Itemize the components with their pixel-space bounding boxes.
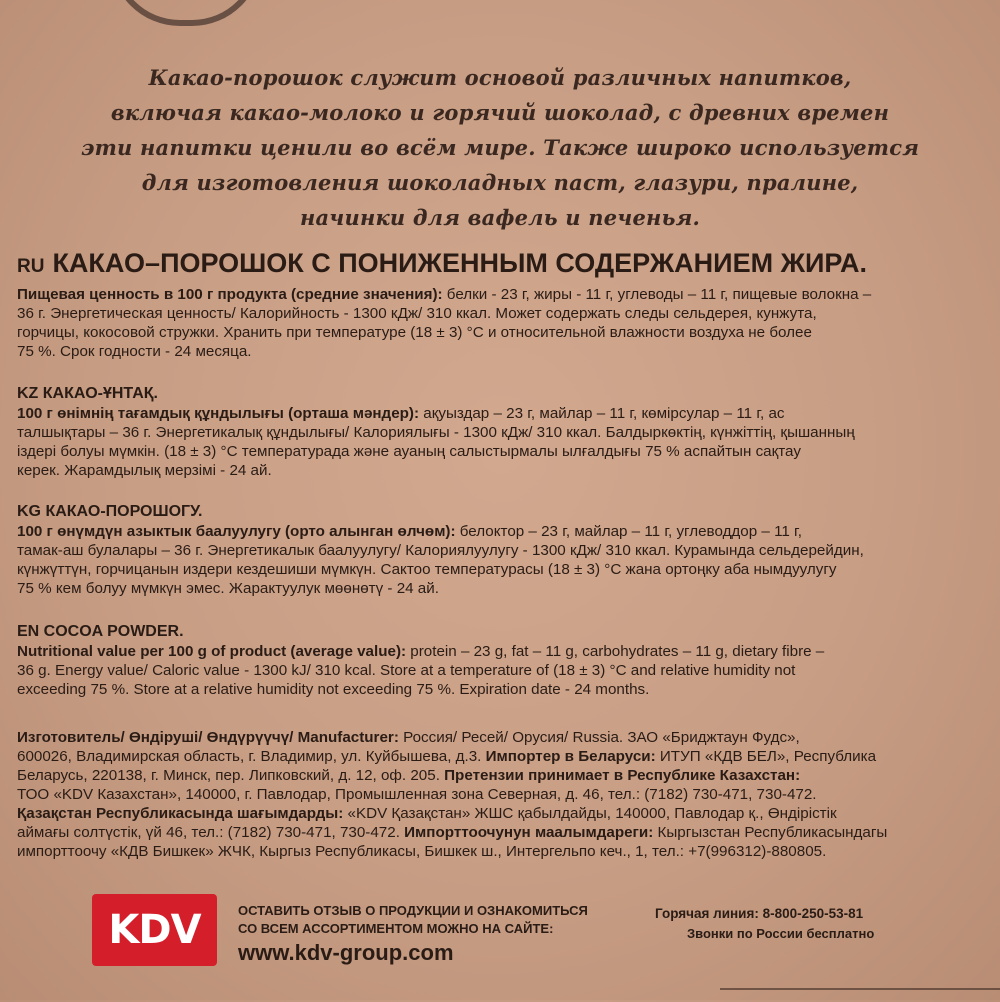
kg-title: KG КАКАО-ПОРОШОГУ. [17,503,203,520]
ru-title [17,248,987,282]
kg-line: күнжүттүн, горчицанын издери кездешиши мүмкүн. Сактоо температурасы (18 ± 3) °C жана ортоңку аба нымдуулугу [17,561,837,578]
intro-line: для изготовления шоколадных паст, глазури, пралине, [141,170,859,195]
kz-line: керек. Жарамдылық мерзімі - 24 ай. [17,462,272,479]
en-title: EN COCOA POWDER. [17,623,184,640]
manufacturer-line: Изготовитель/ Өндіруші/ Өндүрүүчү/ Manufacturer: Россия/ Ресей/ Орусия/ Russia. ЗАО «Бриджтаун Фудс», [17,729,800,746]
en-line: Nutritional value per 100 g of product (average value): protein – 23 g, fat – 11 g, carbohydrates – 11 g, dietary fibre – [17,643,825,660]
kdv-logo [92,894,217,966]
ru-line: 36 г. Энергетическая ценность/ Калорийность - 1300 кДж/ 310 ккал. Может содержать следы сельдерея, кунжута, [17,305,817,322]
manufacturer-line: аймағы солтүстік, үй 46, тел.: (7182) 730-471, 730-472. Импорттоочунун маалымдареги: Кыргызстан Республикасындагы [17,824,888,841]
kg-section [17,501,987,598]
kz-section [17,383,987,480]
en-line: exceeding 75 %. Store at a relative humidity not exceeding 75 %. Expiration date - 24 months. [17,681,650,698]
decorative-ring [110,0,262,26]
kz-line: 100 г өнімнің тағамдық құндылығы (орташа мәндер): ақуыздар – 23 г, майлар – 11 г, көмірсулар – 11 г, ас [17,405,785,422]
ru-language-code: RU [17,256,45,277]
intro-paragraph [40,60,960,235]
ru-line: 75 %. Срок годности - 24 месяца. [17,343,252,360]
manufacturer-line: ТОО «KDV Казахстан», 140000, г. Павлодар, Промышленная зона Северная, д. 46, тел.: (7182) 730-471, 730-472. [17,786,817,803]
hotline: Горячая линия: 8-800-250-53-81 [655,906,864,921]
en-section [17,621,987,699]
kz-line: талшықтары – 36 г. Энергетикалық құндылығы/ Калориялығы - 1300 кДж/ 310 ккал. Балдыркөктің, күнжіттің, қышанның [17,424,855,441]
website-link[interactable]: www.kdv-group.com [238,940,454,965]
kdv-logo-text: KDV [108,907,201,953]
manufacturer-line: Қазақстан Республикасында шағымдарды: «KDV Қазақстан» ЖШС қабылдайды, 140000, Павлодар қ., Өндірістік [17,805,837,822]
ru-section [17,248,987,361]
kg-line: 75 % кем болуу мүмкүн эмес. Жарактуулук мөөнөтү - 24 ай. [17,580,439,597]
en-line: 36 g. Energy value/ Caloric value - 1300 kJ/ 310 kcal. Store at a temperature of (18 ± 3) °C and relative humidity not [17,662,796,679]
kg-line: тамак-аш булалары – 36 г. Энергетикалык баалуулугу/ Калориялуулугу - 1300 кДж/ 310 ккал. Курамында сельдерейдин, [17,542,864,559]
intro-line: Какао-порошок служит основой различных напитков, [148,65,852,90]
review-notice [238,902,588,938]
intro-line: включая какао-молоко и горячий шоколад, с древних времен [110,100,890,125]
manufacturer-line: 600026, Владимирская область, г. Владимир, ул. Куйбышева, д.3. Импортер в Беларуси: ИТУП «КДВ БЕЛ», Республика [17,748,877,765]
intro-line: начинки для вафель и печенья. [299,205,701,230]
kz-title: KZ КАКАО-ҰНТАҚ. [17,385,158,402]
manufacturer-section [17,728,987,861]
manufacturer-line: Беларусь, 220138, г. Минск, пер. Липковский, д. 12, оф. 205. Претензии принимает в Республике Казахстан: [17,767,801,784]
ru-line: Пищевая ценность в 100 г продукта (средние значения): белки - 23 г, жиры - 11 г, углеводы – 11 г, пищевые волокна – [17,286,872,303]
manufacturer-line: импорттоочу «КДВ Бишкек» ЖЧК, Кыргыз Республикасы, Бишкек ш., Интергельпо кеч., 1, тел.: +7(996312)-880805. [17,843,827,860]
hotline-note: Звонки по России бесплатно [687,926,875,941]
review-line: СО ВСЕМ АССОРТИМЕНТОМ МОЖНО НА САЙТЕ: [238,921,554,936]
kg-line: 100 г өнүмдүн азыктык баалуулугу (орто алынган өлчөм): белоктор – 23 г, майлар – 11 г, углеводдор – 11 г, [17,523,802,540]
ru-line: горчицы, кокосовой стружки. Хранить при температуре (18 ± 3) °C и относительной влажности воздуха не более [17,324,812,341]
kz-line: іздері болуы мүмкін. (18 ± 3) °C температурада және ауаның салыстырмалы ылғалдығы 75 % аспайтын сақтау [17,443,801,460]
ru-title-text: КАКАО–ПОРОШОК С ПОНИЖЕННЫМ СОДЕРЖАНИЕМ ЖИРА. [52,248,868,278]
review-line: ОСТАВИТЬ ОТЗЫВ О ПРОДУКЦИИ И ОЗНАКОМИТЬСЯ [238,903,588,918]
intro-line: эти напитки ценили во всём мире. Также широко используется [80,135,920,160]
